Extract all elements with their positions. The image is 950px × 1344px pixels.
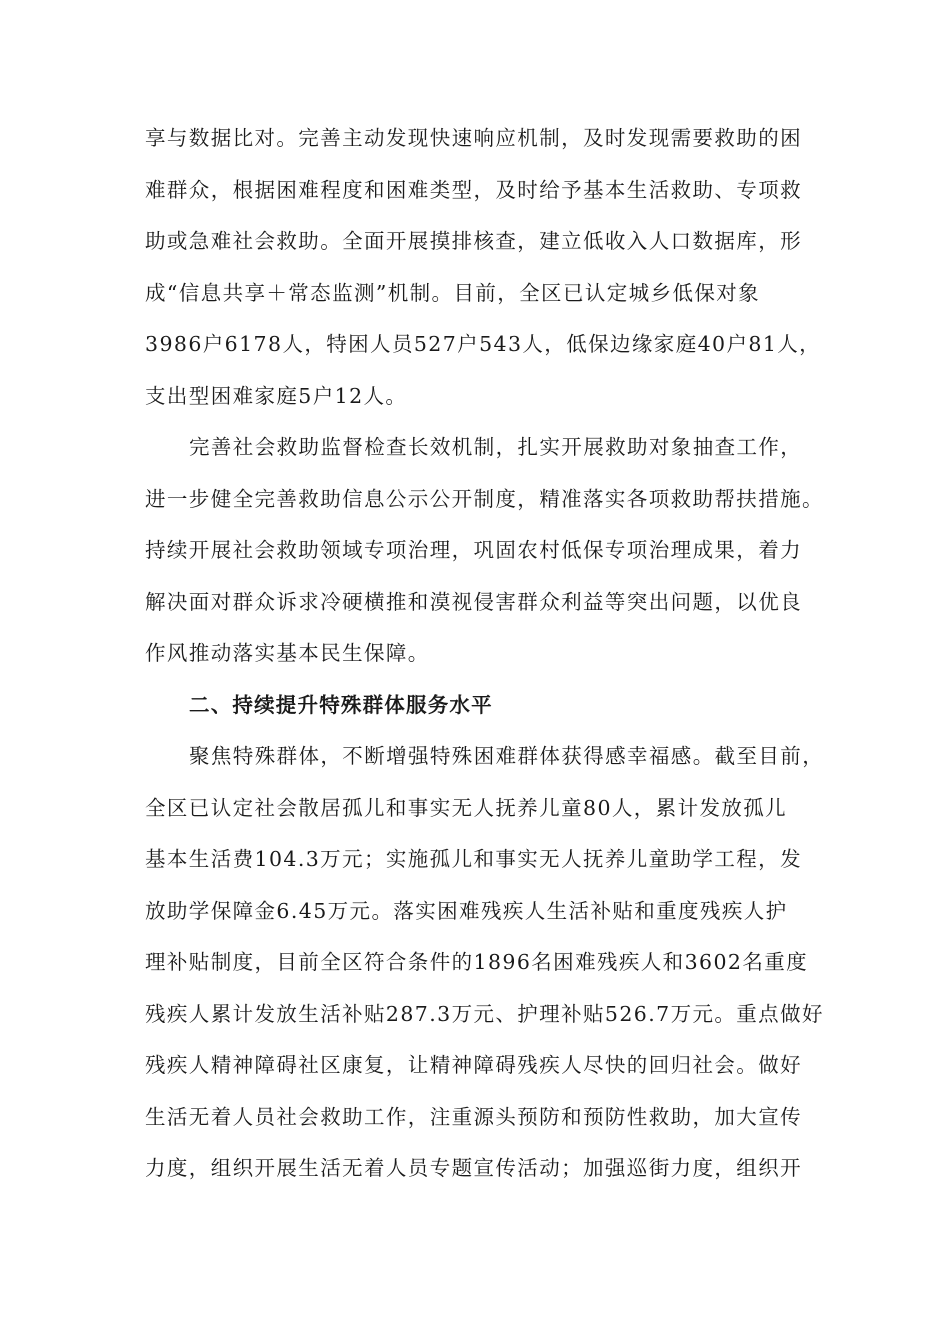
text-line: 残疾人累计发放生活补贴287.3万元、护理补贴526.7万元。重点做好 [145, 1001, 824, 1026]
text-line: 解决面对群众诉求冷硬横推和漠视侵害群众利益等突出问题，以优良 [145, 589, 802, 614]
section-heading-block [145, 680, 825, 732]
text-line: 支出型困难家庭5户12人。 [145, 383, 408, 408]
text-line: 完善社会救助监督检查长效机制，扎实开展救助对象抽查工作， [189, 435, 803, 459]
section-heading: 二、持续提升特殊群体服务水平 [189, 692, 493, 717]
text-line: 理补贴制度，目前全区符合条件的1896名困难残疾人和3602名重度 [145, 950, 809, 974]
text-line: 成“信息共享＋常态监测”机制。目前，全区已认定城乡低保对象 [145, 280, 761, 305]
paragraph-1 [145, 113, 825, 422]
text-line: 残疾人精神障碍社区康复，让精神障碍残疾人尽快的回归社会。做好 [145, 1053, 802, 1077]
text-line: 基本生活费104.3万元；实施孤儿和事实无人抚养儿童助学工程，发 [145, 847, 802, 871]
text-line: 力度，组织开展生活无着人员专题宣传活动；加强巡街力度，组织开 [145, 1156, 802, 1180]
paragraph-3 [145, 731, 825, 1195]
text-line: 3986户6178人，特困人员527户543人，低保边缘家庭40户81人， [145, 332, 822, 356]
text-line: 持续开展社会救助领域专项治理，巩固农村低保专项治理成果，着力 [145, 538, 802, 562]
document-body [145, 113, 825, 1195]
text-line: 全区已认定社会散居孤儿和事实无人抚养儿童80人，累计发放孤儿 [145, 795, 788, 820]
text-line: 生活无着人员社会救助工作，注重源头预防和预防性救助，加大宣传 [145, 1104, 802, 1129]
text-line: 作风推动落实基本民生保障。 [145, 641, 430, 665]
text-line: 进一步健全完善救助信息公示公开制度，精准落实各项救助帮扶措施。 [145, 486, 824, 511]
paragraph-2 [145, 422, 825, 680]
text-line: 聚焦特殊群体，不断增强特殊困难群体获得感幸福感。截至目前， [189, 744, 825, 768]
text-line: 放助学保障金6.45万元。落实困难残疾人生活补贴和重度残疾人护 [145, 898, 788, 923]
text-line: 享与数据比对。完善主动发现快速响应机制，及时发现需要救助的困 [145, 126, 802, 150]
text-line: 难群众，根据困难程度和困难类型，及时给予基本生活救助、专项救 [145, 177, 802, 202]
text-line: 助或急难社会救助。全面开展摸排核查，建立低收入人口数据库，形 [145, 229, 802, 253]
